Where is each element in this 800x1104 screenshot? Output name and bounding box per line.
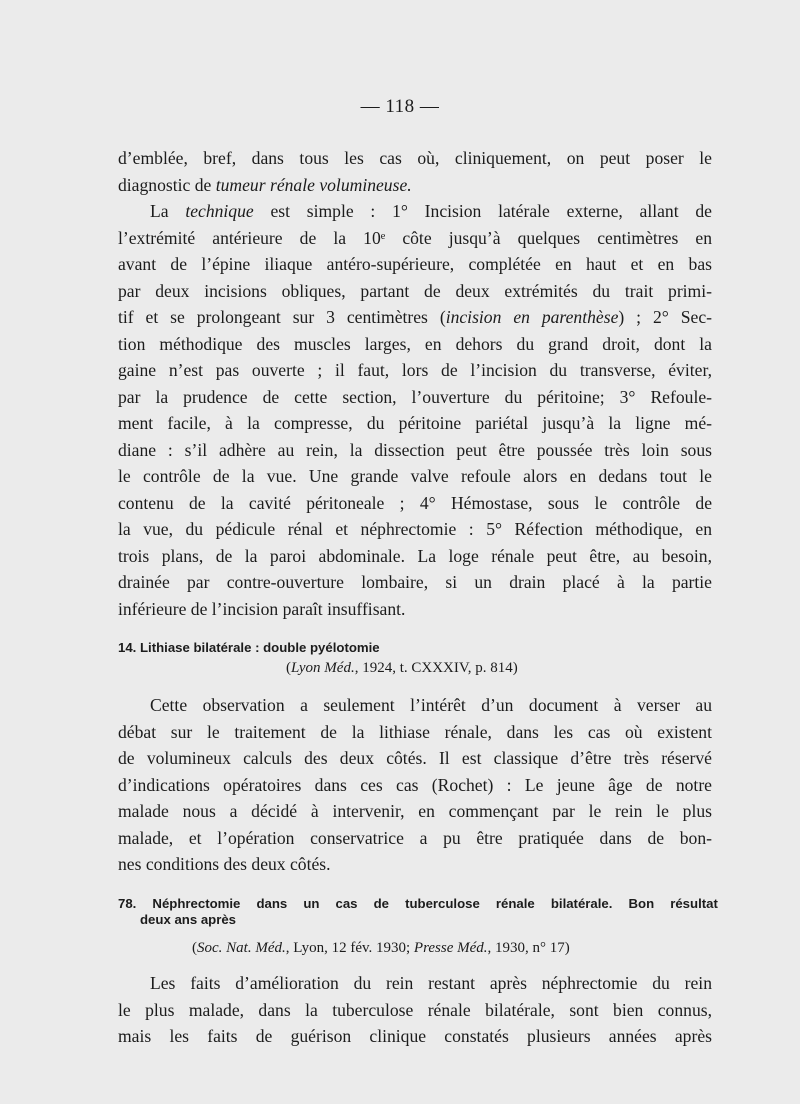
paragraph-intro: [118, 145, 712, 198]
journal-name: Lyon Méd.: [291, 660, 355, 676]
heading-word: un: [303, 896, 320, 911]
journal-name: Presse Méd.: [413, 940, 488, 956]
section-14-body: [118, 692, 712, 878]
heading-word: tuberculose: [405, 896, 480, 911]
text-line: Cette observation a seulement l’intérêt d’un document à verser au: [150, 695, 712, 715]
text-line: ment facile, à la compresse, du péritoine pariétal jusqu’à la ligne mé-: [118, 413, 712, 433]
text-run: est simple : 1° Incision latérale externe, allant de: [253, 201, 712, 221]
text-line: [118, 304, 712, 331]
heading-continuation: deux ans après: [140, 912, 237, 927]
heading-word: dans: [256, 896, 288, 911]
page-number: — 118 —: [360, 96, 440, 117]
text-run: ) ; 2° Sec-: [618, 307, 712, 327]
ref-text: (: [192, 940, 197, 956]
text-line: tion méthodique des muscles larges, en dehors du grand droit, dont la: [118, 333, 712, 354]
text-line: contenu de la cavité péritoneale ; 4° Hémostase, sous le contrôle de: [118, 492, 712, 513]
text-line: l’extrémité antérieure de la 10ᵉ côte jusqu’à quelques centimètres en: [118, 227, 712, 248]
text-line: nes conditions des deux côtés.: [118, 854, 331, 874]
text-line: gaine n’est pas ouverte ; il faut, lors de l’incision du transverse, éviter,: [118, 360, 712, 380]
text-line: mais les faits de guérison clinique constatés plusieurs années après: [118, 1026, 712, 1046]
heading-word: Néphrectomie: [152, 896, 241, 911]
text-line: d’emblée, bref, dans tous les cas où, cliniquement, on peut poser le: [118, 148, 712, 168]
text-line: d’indications opératoires dans ces cas (Rochet) : Le jeune âge de notre: [118, 774, 712, 795]
text-run: La: [150, 201, 186, 221]
text-run: diagnostic de: [118, 174, 216, 195]
text-line: le plus malade, dans la tuberculose rénale bilatérale, sont bien connus,: [118, 999, 712, 1020]
heading-line: [118, 896, 718, 912]
ref-text: (: [286, 660, 291, 676]
text-run: tif et se prolongeant sur 3 centimètres (: [118, 307, 446, 327]
text-line: malade, et l’opération conservatrice a pu être pratiquée dans de bon-: [118, 827, 712, 848]
section-78-body: [118, 970, 712, 1050]
journal-name: Soc. Nat. Méd.: [197, 940, 286, 956]
text-line: drainée par contre-ouverture lombaire, si un drain placé à la partie: [118, 572, 712, 592]
paragraph-technique: [118, 198, 712, 622]
text-line: malade nous a décidé à intervenir, en commençant par le rein le plus: [118, 801, 712, 821]
italic-term: tumeur rénale volumineuse.: [215, 174, 412, 195]
heading-word: 78.: [118, 896, 137, 911]
ref-text: , 1930, n° 17): [487, 940, 570, 956]
section-14-heading: 14. Lithiase bilatérale : double pyélotomie: [118, 640, 380, 655]
text-line: débat sur le traitement de la lithiase rénale, dans les cas où existent: [118, 721, 712, 742]
text-line: [118, 172, 712, 199]
heading-word: de: [373, 896, 389, 911]
heading-word: bilatérale.: [550, 896, 613, 911]
text-line: la vue, du pédicule rénal et néphrectomie : 5° Réfection méthodique, en: [118, 519, 712, 539]
text-line: le contrôle de la vue. Une grande valve refoule alors en dedans tout le: [118, 466, 712, 486]
ref-text: , 1924, t. CXXXIV, p. 814): [354, 660, 518, 676]
heading-word: résultat: [670, 896, 718, 911]
section-78-reference: [192, 940, 570, 957]
text-line: par la prudence de cette section, l’ouverture du péritoine; 3° Refoule-: [118, 386, 712, 407]
text-line: trois plans, de la paroi abdominale. La loge rénale peut être, au besoin,: [118, 545, 712, 566]
italic-term: incision en parenthèse: [445, 307, 619, 327]
text-line: [118, 198, 712, 225]
section-14-reference: [286, 660, 518, 677]
italic-term: technique: [185, 201, 254, 221]
ref-text: , Lyon, 12 fév. 1930;: [285, 940, 414, 956]
section-78-heading: [118, 896, 718, 928]
text-line: diane : s’il adhère au rein, la dissection peut être poussée très loin sous: [118, 439, 712, 460]
text-line: Les faits d’amélioration du rein restant après néphrectomie du rein: [150, 973, 712, 993]
text-line: de volumineux calculs des deux côtés. Il est classique d’être très réservé: [118, 748, 712, 768]
text-line: avant de l’épine iliaque antéro-supérieure, complétée en haut et en bas: [118, 254, 712, 274]
heading-word: cas: [335, 896, 358, 911]
heading-word: Bon: [628, 896, 655, 911]
text-line: inférieure de l’incision paraît insuffisant.: [118, 598, 406, 619]
text-line: par deux incisions obliques, partant de deux extrémités du trait primi-: [118, 280, 712, 301]
heading-word: rénale: [495, 896, 535, 911]
